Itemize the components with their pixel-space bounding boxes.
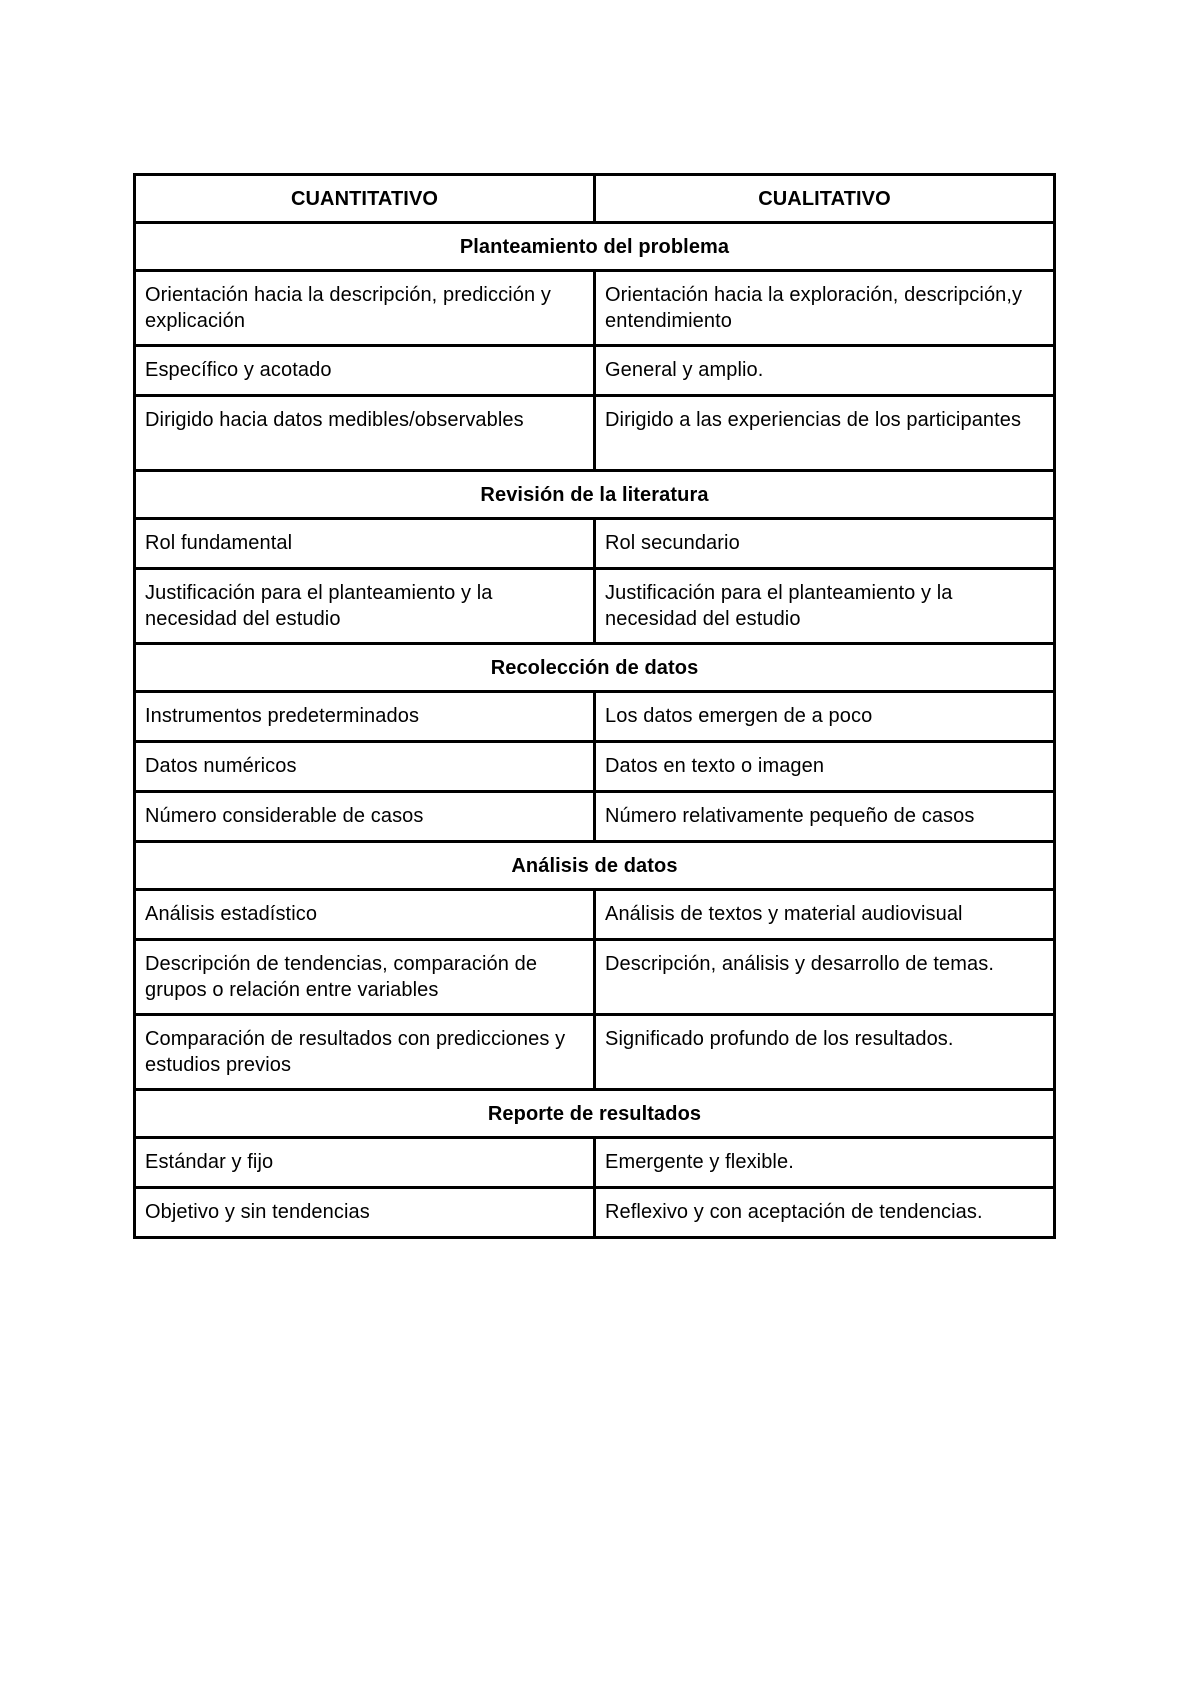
cell-cualitativo: Orientación hacia la exploración, descripción,y entendimiento xyxy=(595,271,1055,346)
cell-cualitativo: Emergente y flexible. xyxy=(595,1138,1055,1188)
cell-cuantitativo: Orientación hacia la descripción, predicción y explicación xyxy=(135,271,595,346)
cell-cualitativo: Reflexivo y con aceptación de tendencias. xyxy=(595,1188,1055,1238)
table-row xyxy=(135,792,1055,842)
table-row xyxy=(135,940,1055,1015)
cell-cualitativo: Justificación para el planteamiento y la necesidad del estudio xyxy=(595,569,1055,644)
table-row xyxy=(135,742,1055,792)
section-row xyxy=(135,471,1055,519)
cell-cuantitativo: Descripción de tendencias, comparación de grupos o relación entre variables xyxy=(135,940,595,1015)
cell-cuantitativo: Dirigido hacia datos medibles/observables xyxy=(135,396,595,471)
cell-cuantitativo: Justificación para el planteamiento y la necesidad del estudio xyxy=(135,569,595,644)
table-row xyxy=(135,519,1055,569)
cell-cuantitativo: Comparación de resultados con predicciones y estudios previos xyxy=(135,1015,595,1090)
section-title-analisis: Análisis de datos xyxy=(135,842,1055,890)
comparison-table xyxy=(133,173,1056,1239)
header-row xyxy=(135,175,1055,223)
table-row xyxy=(135,346,1055,396)
cell-cualitativo: Significado profundo de los resultados. xyxy=(595,1015,1055,1090)
cell-cualitativo: Rol secundario xyxy=(595,519,1055,569)
header-cuantitativo: CUANTITATIVO xyxy=(135,175,595,223)
cell-cuantitativo: Instrumentos predeterminados xyxy=(135,692,595,742)
section-title-reporte: Reporte de resultados xyxy=(135,1090,1055,1138)
table-row xyxy=(135,396,1055,471)
cell-cuantitativo: Rol fundamental xyxy=(135,519,595,569)
table-row xyxy=(135,1138,1055,1188)
section-row xyxy=(135,644,1055,692)
cell-cualitativo: Número relativamente pequeño de casos xyxy=(595,792,1055,842)
cell-cuantitativo: Específico y acotado xyxy=(135,346,595,396)
cell-cualitativo: General y amplio. xyxy=(595,346,1055,396)
table-row xyxy=(135,1188,1055,1238)
cell-cuantitativo: Objetivo y sin tendencias xyxy=(135,1188,595,1238)
table-row xyxy=(135,569,1055,644)
section-title-recoleccion: Recolección de datos xyxy=(135,644,1055,692)
section-row xyxy=(135,1090,1055,1138)
section-row xyxy=(135,223,1055,271)
cell-cualitativo: Dirigido a las experiencias de los participantes xyxy=(595,396,1055,471)
cell-cualitativo: Los datos emergen de a poco xyxy=(595,692,1055,742)
cell-cualitativo: Datos en texto o imagen xyxy=(595,742,1055,792)
section-title-revision: Revisión de la literatura xyxy=(135,471,1055,519)
cell-cuantitativo: Datos numéricos xyxy=(135,742,595,792)
header-cualitativo: CUALITATIVO xyxy=(595,175,1055,223)
cell-cuantitativo: Análisis estadístico xyxy=(135,890,595,940)
cell-cuantitativo: Estándar y fijo xyxy=(135,1138,595,1188)
table-row xyxy=(135,271,1055,346)
table-row xyxy=(135,692,1055,742)
table-row xyxy=(135,890,1055,940)
cell-cualitativo: Análisis de textos y material audiovisual xyxy=(595,890,1055,940)
section-title-planteamiento: Planteamiento del problema xyxy=(135,223,1055,271)
section-row xyxy=(135,842,1055,890)
table-row xyxy=(135,1015,1055,1090)
cell-cuantitativo: Número considerable de casos xyxy=(135,792,595,842)
cell-cualitativo: Descripción, análisis y desarrollo de temas. xyxy=(595,940,1055,1015)
